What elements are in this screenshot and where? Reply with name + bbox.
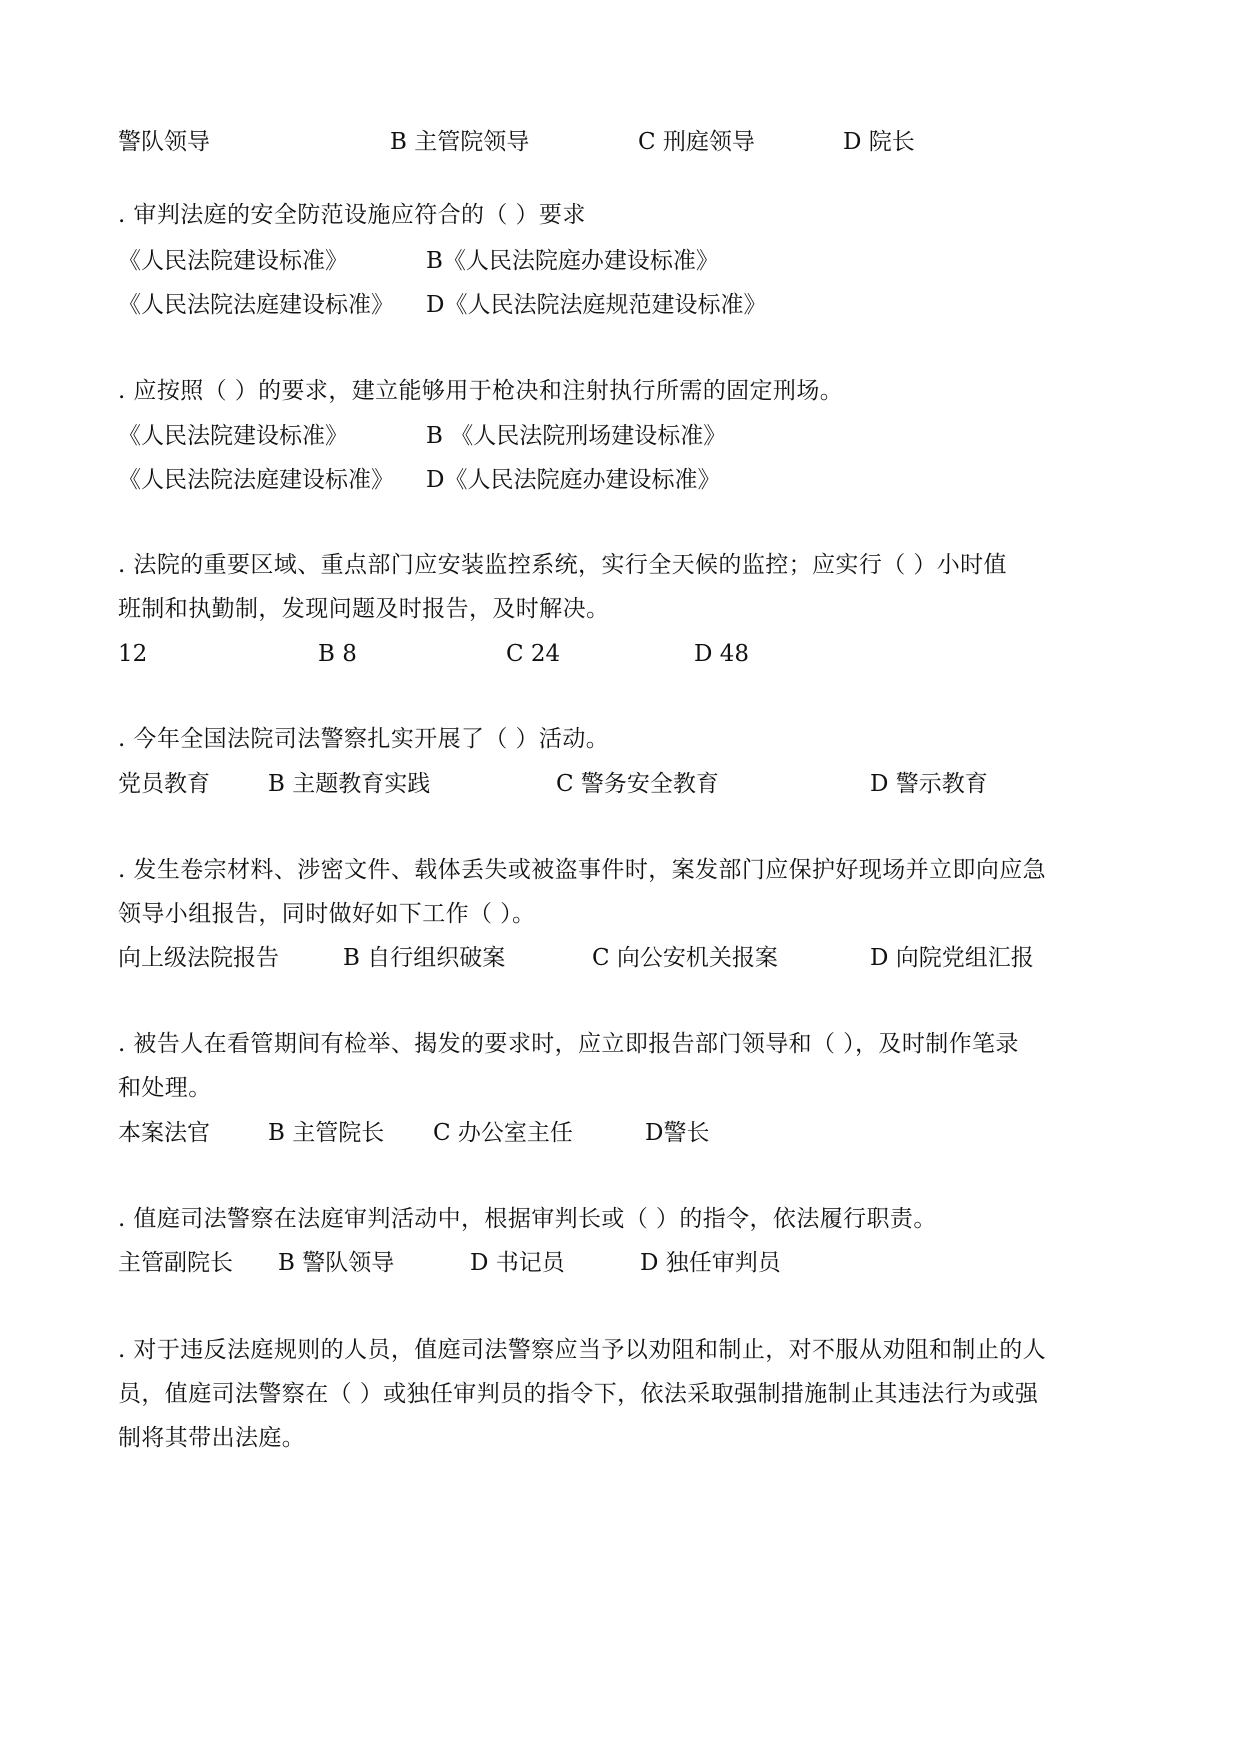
- q7-stem-line-1: . 值庭司法警察在法庭审判活动中，根据审判长或（ ）的指令，依法履行职责。: [118, 1206, 937, 1232]
- q2-option-a: 《人民法院建设标准》: [118, 423, 348, 449]
- q3-option-c: C 24: [506, 641, 561, 667]
- q3-option-d: D 48: [694, 641, 750, 667]
- q0-option-b: B 主管院领导: [390, 129, 530, 155]
- q8-stem-line-3: 制将其带出法庭。: [118, 1425, 306, 1451]
- q8-stem-line-2: 员，值庭司法警察在（ ）或独任审判员的指令下，依法采取强制措施制止其违法行为或强: [118, 1381, 1039, 1407]
- q0-option-c: C 刑庭领导: [638, 129, 755, 155]
- q6-stem-line-1: . 被告人在看管期间有检举、揭发的要求时，应立即报告部门领导和（ ），及时制作笔录: [118, 1031, 1019, 1057]
- q1-option-b: B《人民法院庭办建设标准》: [426, 248, 719, 274]
- q4-option-d: D 警示教育: [870, 771, 988, 797]
- q5-option-b: B 自行组织破案: [343, 945, 506, 971]
- q3-option-b: B 8: [318, 641, 357, 667]
- q2-option-d: D《人民法院庭办建设标准》: [426, 467, 721, 493]
- q3-stem-line-2: 班制和执勤制，发现问题及时报告，及时解决。: [118, 596, 610, 622]
- q4-stem-line-1: . 今年全国法院司法警察扎实开展了（ ）活动。: [118, 726, 610, 752]
- q2-option-c: 《人民法院法庭建设标准》: [118, 467, 394, 493]
- q7-option-a: 主管副院长: [118, 1250, 233, 1276]
- q2-option-b: B 《人民法院刑场建设标准》: [426, 423, 727, 449]
- q3-stem-line-1: . 法院的重要区域、重点部门应安装监控系统，实行全天候的监控；应实行（ ）小时值: [118, 552, 1007, 578]
- q1-stem-line-1: . 审判法庭的安全防范设施应符合的（ ）要求: [118, 202, 586, 228]
- q6-stem-line-2: 和处理。: [118, 1075, 212, 1101]
- q1-option-a: 《人民法院建设标准》: [118, 248, 348, 274]
- q5-stem-line-2: 领导小组报告，同时做好如下工作（ ）。: [118, 901, 536, 927]
- q0-option-d: D 院长: [843, 129, 915, 155]
- q1-option-d: D《人民法院法庭规范建设标准》: [426, 292, 767, 318]
- q7-option-b: B 警队领导: [278, 1250, 395, 1276]
- q4-option-b: B 主题教育实践: [268, 771, 431, 797]
- q8-stem-line-1: . 对于违反法庭规则的人员，值庭司法警察应当予以劝阻和制止，对不服从劝阻和制止的人: [118, 1337, 1047, 1363]
- q3-option-a: 12: [118, 641, 148, 667]
- q6-option-d: D警长: [645, 1120, 710, 1146]
- q4-option-a: 党员教育: [118, 771, 210, 797]
- q6-option-a: 本案法官: [118, 1120, 210, 1146]
- q2-stem-line-1: . 应按照（ ）的要求，建立能够用于枪决和注射执行所需的固定刑场。: [118, 378, 844, 404]
- q6-option-c: C 办公室主任: [433, 1120, 573, 1146]
- q7-option-c: D 书记员: [470, 1250, 565, 1276]
- q5-stem-line-1: . 发生卷宗材料、涉密文件、载体丢失或被盗事件时，案发部门应保护好现场并立即向应急: [118, 857, 1047, 883]
- q5-option-c: C 向公安机关报案: [592, 945, 778, 971]
- q0-option-a: 警队领导: [118, 129, 210, 155]
- q1-option-c: 《人民法院法庭建设标准》: [118, 292, 394, 318]
- q5-option-a: 向上级法院报告: [118, 945, 279, 971]
- q7-option-d: D 独任审判员: [640, 1250, 781, 1276]
- q5-option-d: D 向院党组汇报: [870, 945, 1034, 971]
- q4-option-c: C 警务安全教育: [556, 771, 719, 797]
- q6-option-b: B 主管院长: [268, 1120, 385, 1146]
